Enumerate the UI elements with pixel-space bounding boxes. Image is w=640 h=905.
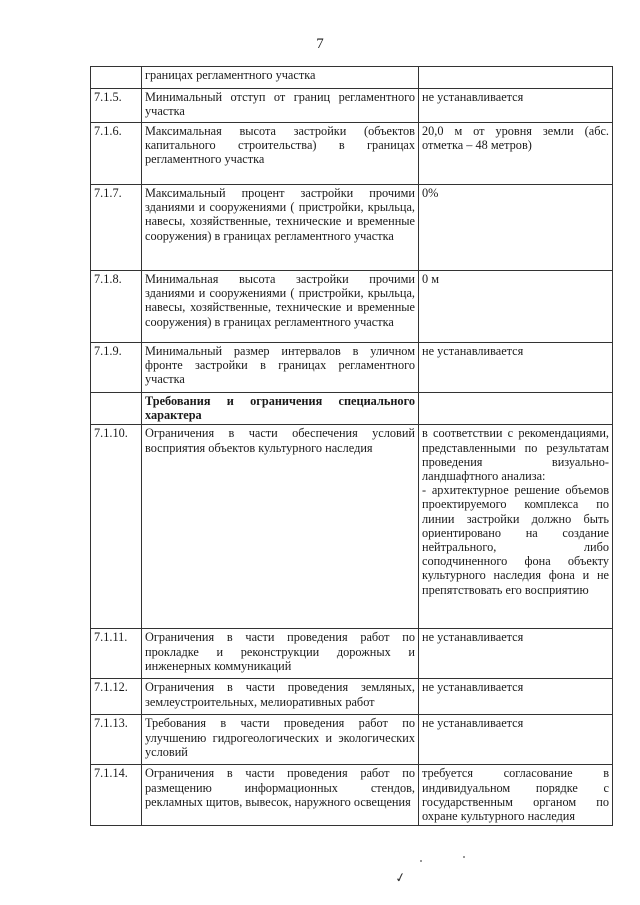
parameter-cell-text: Минимальная высота застройки прочими зданиями и сооружениями ( пристройки, крыльца, навесы, хозяйственные, технические и временные сооружения) в границах регламентного участка: [145, 272, 415, 329]
row-number: [91, 425, 142, 629]
section-heading-text: Требования и ограничения специального характера: [145, 394, 415, 423]
table-row: [91, 679, 613, 715]
value-cell: [419, 629, 613, 679]
parameter-cell: [142, 765, 419, 826]
parameter-cell: [142, 123, 419, 185]
row-number-text: 7.1.14.: [94, 766, 128, 781]
section-heading: [142, 393, 419, 425]
value-cell-text: не устанавливается: [422, 90, 524, 104]
row-number: [91, 343, 142, 393]
parameter-cell: [142, 89, 419, 123]
table-row: [91, 629, 613, 679]
parameter-cell: [142, 629, 419, 679]
table-row: [91, 343, 613, 393]
parameter-cell: [142, 679, 419, 715]
row-number: [91, 271, 142, 343]
section-heading-row: [91, 393, 613, 425]
parameter-cell-text: Максимальный процент застройки прочими зданиями и сооружениями ( пристройки, крыльца, навесы, хозяйственные, технические и временные сооружения) в границах регламентного участка: [145, 186, 415, 243]
row-number: [91, 679, 142, 715]
parameter-cell: [142, 271, 419, 343]
parameter-cell: [142, 185, 419, 271]
value-cell: [419, 67, 613, 89]
value-cell-text: в соответствии с рекомендациями, представленными по результатам проведения визуально-ландшафтного анализа: - архитектурное решение объемов проектируемого комплекса по линии застройки должно быть ориентировано на создание нейтрального, либо соподчиненного фона объекту культурного наследия фона и не препятствовать его восприятию: [422, 426, 609, 597]
value-cell-text: не устанавливается: [422, 680, 524, 695]
parameter-cell-text: Минимальный отступ от границ регламентного участка: [145, 90, 415, 119]
parameter-cell: [142, 67, 419, 89]
parameter-cell-text: Ограничения в части проведения земляных, землеустроительных, мелиоративных работ: [145, 680, 415, 709]
parameter-cell-text: Минимальный размер интервалов в уличном фронте застройки в границах регламентного участка: [145, 344, 415, 387]
row-number-text: 7.1.11.: [94, 630, 128, 645]
row-number: [91, 89, 142, 123]
row-number-text: 7.1.12.: [94, 680, 128, 695]
row-number: [91, 715, 142, 765]
row-number-text: 7.1.9.: [94, 344, 122, 358]
parameter-cell-text: Ограничения в части проведения работ по размещению информационных стендов, рекламных щитов, вывесок, наружного освещения: [145, 766, 415, 809]
row-number: [91, 629, 142, 679]
value-cell-text: 0%: [422, 186, 439, 200]
row-number: [91, 185, 142, 271]
value-cell-text: 0 м: [422, 272, 440, 286]
scan-mark: ✓: [393, 869, 408, 886]
value-cell: [419, 89, 613, 123]
value-cell: [419, 271, 613, 343]
value-cell: [419, 715, 613, 765]
parameter-cell: [142, 715, 419, 765]
value-cell-text: требуется согласование в индивидуальном порядке с государственным органом по охране культурного наследия: [422, 766, 609, 824]
value-cell: [419, 679, 613, 715]
table-row: [91, 123, 613, 185]
parameter-cell: [142, 343, 419, 393]
value-cell: [419, 393, 613, 425]
value-cell: [419, 765, 613, 826]
table-row: [91, 89, 613, 123]
value-cell-text: не устанавливается: [422, 344, 524, 358]
row-number: [91, 67, 142, 89]
row-number-text: 7.1.7.: [94, 186, 122, 200]
parameter-cell-text: Требования в части проведения работ по улучшению гидрогеологических и экологических условий: [145, 716, 415, 759]
scan-dot: [420, 860, 422, 862]
table-row: [91, 765, 613, 826]
value-cell-text: 20,0 м от уровня земли (абс. отметка – 48 метров): [422, 124, 609, 153]
parameter-cell-text: Максимальная высота застройки (объектов капитального строительства) в границах регламентного участка: [145, 124, 415, 167]
row-number: [91, 393, 142, 425]
row-number-text: 7.1.10.: [94, 426, 128, 441]
parameter-cell: [142, 425, 419, 629]
value-cell: [419, 185, 613, 271]
value-cell-text: не устанавливается: [422, 716, 524, 731]
table-row: [91, 185, 613, 271]
row-number-text: 7.1.6.: [94, 124, 122, 138]
scan-dot: [463, 856, 465, 858]
value-cell-text: не устанавливается: [422, 630, 524, 645]
parameter-cell-text: границах регламентного участка: [145, 68, 316, 82]
row-number-text: 7.1.5.: [94, 90, 122, 104]
row-number: [91, 765, 142, 826]
table-row: [91, 67, 613, 89]
page-number: 7: [316, 36, 324, 52]
row-number-text: 7.1.13.: [94, 716, 128, 731]
row-number: [91, 123, 142, 185]
table-row: [91, 715, 613, 765]
regulations-table: [90, 66, 613, 826]
value-cell: [419, 123, 613, 185]
table-row: [91, 425, 613, 629]
value-cell: [419, 343, 613, 393]
table-row: [91, 271, 613, 343]
row-number-text: 7.1.8.: [94, 272, 122, 286]
value-cell: [419, 425, 613, 629]
parameter-cell-text: Ограничения в части обеспечения условий восприятия объектов культурного наследия: [145, 426, 415, 455]
parameter-cell-text: Ограничения в части проведения работ по прокладке и реконструкции дорожных и инженерных коммуникаций: [145, 630, 415, 673]
regulations-table-body: [91, 67, 613, 826]
